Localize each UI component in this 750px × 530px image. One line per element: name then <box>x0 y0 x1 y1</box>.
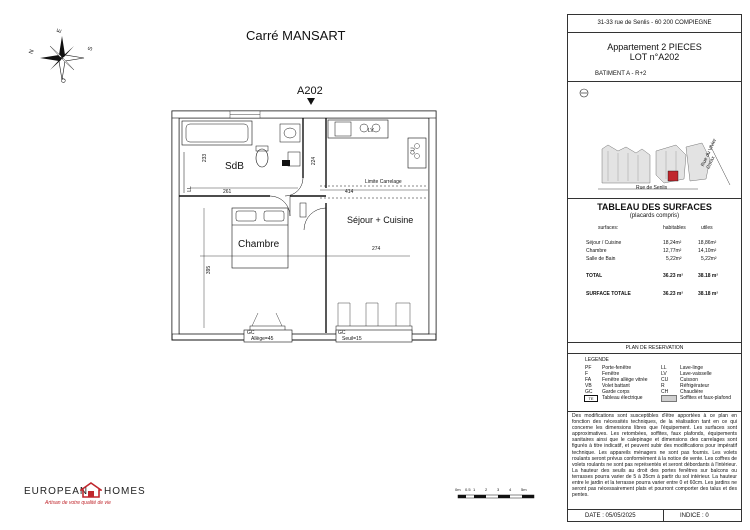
disclaimer: Des modifications sont susceptibles d'être apportées à ce plan en fonction des nécessités techniques, de la réalisation tant en ce qui concerne les dimensions libres que l'équipement. Les surfaces sont approximatives. Les retombées, soffites, faux plafonds, équipements sanitaires ainsi que le calepinage et dimensions des carrelages sont figurés à titre indicatif, et peuvent subir des modifications pour impératif technique. Les appareils ménagers ne sont pas fournis. Les volets roulants seront prévus conformément à la notice de vente. Les coffres de volets roulants ne sont pas représentés et seront débordants à l'intérieur. La hauteur des seuils au droit des portes fenêtres sur balcons ou terrasses pourra varier de 5 à 35cm à partir du sol intérieur. La hauteur entre le jardin et la terrasse pourra varier entre 0 et 60cm. Les jardins ne seront pas nécessairement plats et pourront comporter des talus et des pentes. <box>572 413 737 499</box>
surfaces-header-row <box>568 225 741 234</box>
label-lv: LV <box>368 128 374 134</box>
table-row <box>568 256 741 265</box>
legend-text: Porte-fenêtre <box>602 365 632 371</box>
legend-text: Lave-linge <box>680 365 704 371</box>
reservation-title: PLAN DE RESERVATION <box>625 345 684 351</box>
legend-code: LV <box>661 371 667 377</box>
legend-code: CU <box>661 377 669 383</box>
title-block <box>567 14 742 522</box>
label-cu: CU <box>410 147 417 155</box>
legend-code: VB <box>585 383 592 389</box>
dim-274: 274 <box>372 246 381 252</box>
label-seuil: Seuil=15 <box>342 336 362 342</box>
legend-text: Lave-vaisselle <box>680 371 712 377</box>
compass-east: E <box>56 28 64 34</box>
street-vivier-corax: Rue du Vivier Corax <box>700 137 719 171</box>
col-utiles: utiles <box>701 225 713 231</box>
scale-tick: 3 <box>497 487 500 492</box>
scale-tick: 2 <box>485 487 488 492</box>
room-chambre: Chambre <box>238 239 280 250</box>
lot-number: LOT n°A202 <box>629 52 680 62</box>
surface-totale-label: SURFACE TOTALE <box>586 291 631 297</box>
legend-text: Fenêtre allège vitrée <box>602 377 648 383</box>
compass-south: S <box>87 46 95 52</box>
compass-west: O <box>60 77 68 85</box>
total-hab: 36.23 m² <box>663 273 684 279</box>
legend-text: Soffites et faux-plafond <box>680 395 732 401</box>
legend-text: Fenêtre <box>602 371 620 377</box>
row-name: Chambre <box>586 248 607 254</box>
room-sejour: Séjour + Cuisine <box>347 215 414 225</box>
total-label: TOTAL <box>586 273 603 279</box>
total-row <box>568 273 741 282</box>
row-util: 14,10m² <box>698 248 717 254</box>
label-ll: LL <box>186 186 193 192</box>
house-logo-icon <box>80 482 102 498</box>
building: BATIMENT A - R+2 <box>595 71 647 77</box>
drawing-index: INDICE : 0 <box>680 513 709 519</box>
row-util: 5,22m² <box>701 256 717 262</box>
legend-code: R <box>661 383 665 389</box>
address: 31-33 rue de Senlis - 60 200 COMPIEGNE <box>597 20 712 26</box>
scale-tick: 0m <box>455 487 461 492</box>
legend-title: LEGENDE <box>585 357 609 363</box>
scale-bar <box>457 494 537 500</box>
scale-tick: 0.5 <box>465 487 471 492</box>
row-name: Séjour / Cuisine <box>586 240 622 246</box>
label-gc-left: GC <box>247 330 255 336</box>
legend-text: Tableau électrique <box>602 395 643 401</box>
col-habitables: habitables <box>663 225 686 231</box>
street-senlis: Rue de Senlis <box>636 185 668 191</box>
surfaces-title: TABLEAU DES SURFACES <box>597 202 712 212</box>
lot-arrow-icon <box>307 98 315 105</box>
apartment-type: Appartement 2 PIECES <box>607 42 702 52</box>
scale-ticks <box>455 487 545 493</box>
legend-text: Cuisson <box>680 377 699 383</box>
compass-north: N <box>28 48 36 56</box>
legend-text: Chaudière <box>680 389 704 395</box>
soffite-swatch-icon <box>661 395 677 402</box>
project-title: Carré MANSART <box>246 28 346 43</box>
surfaces-subtitle: (placards compris) <box>629 213 680 219</box>
dim-224: 224 <box>311 156 318 166</box>
col-surfaces: surfaces: <box>598 225 619 231</box>
legend <box>568 355 741 411</box>
row-hab: 5,22m² <box>666 256 682 262</box>
surface-totale-row <box>568 291 741 300</box>
row-util: 18,86m² <box>698 240 717 246</box>
legend-code: F <box>585 371 589 377</box>
dim-395: 395 <box>206 265 213 275</box>
legend-code: GC <box>585 389 593 395</box>
total-util: 38.18 m² <box>698 273 719 279</box>
label-limite-carrelage: Limite Carrelage <box>365 179 402 185</box>
legend-text: Réfrigérateur <box>680 383 710 389</box>
scale-tick: 1 <box>473 487 476 492</box>
brand-name-right: HOMES <box>104 486 146 497</box>
legend-code: PF <box>585 365 592 371</box>
legend-text: Garde corps <box>602 389 630 395</box>
room-sdb: SdB <box>225 161 244 172</box>
legend-code: FA <box>585 377 592 383</box>
floor-plan <box>170 108 440 348</box>
legend-text: Volet battant <box>602 383 630 389</box>
dim-233: 233 <box>202 153 209 163</box>
label-gc-right: GC <box>338 330 346 336</box>
te-box-icon: TE <box>584 395 598 402</box>
lot-label: A202 <box>297 85 323 97</box>
drawing-date: DATE : 05/05/2025 <box>585 513 636 519</box>
dim-261: 261 <box>223 189 232 195</box>
dim-414: 414 <box>345 189 354 195</box>
legend-code: LL <box>661 365 667 371</box>
scale-tick: 4 <box>509 487 512 492</box>
scale-tick: 5m <box>521 487 527 492</box>
surface-totale-util: 38.18 m² <box>698 291 719 297</box>
brand-tagline: Artisan de votre qualité de vie <box>45 500 111 506</box>
row-hab: 12,77m² <box>663 248 682 254</box>
row-hab: 18,24m² <box>663 240 682 246</box>
label-allege: Allège=45 <box>251 336 274 342</box>
row-name: Salle de Bain <box>586 256 616 262</box>
legend-code: CH <box>661 389 669 395</box>
brand-name-left: EUROPEAN <box>24 486 89 497</box>
surface-totale-hab: 36.23 m² <box>663 291 684 297</box>
